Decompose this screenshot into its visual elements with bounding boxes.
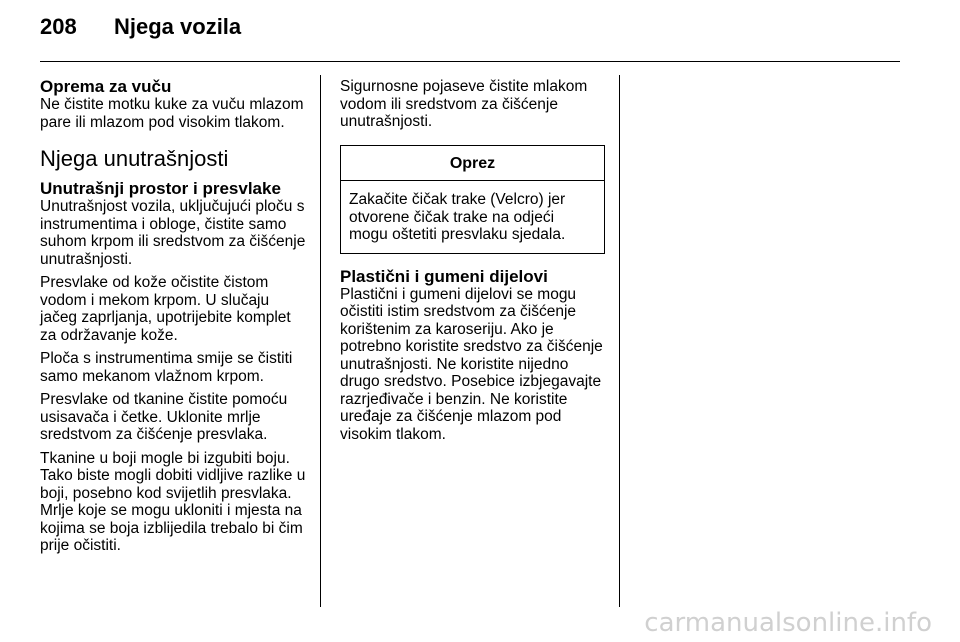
chapter-title: Njega vozila [114,14,242,39]
caution-box [340,145,605,254]
right-column [340,78,605,449]
paragraph: Unutrašnjost vozila, uključujući ploču s instrumentima i obloge, čistite samo suhom krpom ili sredstvom za čišćenje unutrašnjosti. [40,198,306,268]
paragraph: Presvlake od kože očistite čistom vodom i mekom krpom. U slučaju jačeg zaprljanja, upotrijebite komplet za održavanje kože. [40,274,291,344]
page-number: 208 [40,14,77,39]
interior-care-heading: Njega unutrašnjosti [40,146,229,171]
caution-title: Oprez [341,146,604,182]
paragraph: Ploča s instrumentima smije se čistiti samo mekanom vlažnom krpom. [40,350,293,385]
column-divider [619,75,620,607]
watermark: carmanualsonline.info [644,608,932,638]
header-rule [40,61,900,62]
plastic-heading: Plastični i gumeni dijelovi [340,266,548,286]
paragraph: Presvlake od tkanine čistite pomoću usisavača i četke. Uklonite mrlje sredstvom za čišćenje presvlaka. [40,391,288,443]
left-column [40,78,308,561]
towing-text: Ne čistite motku kuke za vuču mlazom pare ili mlazom pod visokim tlakom. [40,96,304,131]
seatbelt-text: Sigurnosne pojaseve čistite mlakom vodom ili sredstvom za čišćenje unutrašnjosti. [340,78,588,130]
column-divider [320,75,321,607]
caution-text: Zakačite čičak trake (Velcro) jer otvorene čičak trake na odjeći mogu oštetiti presvlaku sjedala. [349,191,566,243]
towing-heading: Oprema za vuču [40,77,172,96]
paragraph: Tkanine u boji mogle bi izgubiti boju. Tako biste mogli dobiti vidljive razlike u boji, posebno kod svijetlih presvlaka. Mrlje koje se mogu ukloniti i mjesta na kojima se boja izblijedila trebalo bi čim prije očistiti. [40,449,306,554]
upholstery-heading: Unutrašnji prostor i presvlake [40,179,281,198]
plastic-text: Plastični i gumeni dijelovi se mogu očistiti istim sredstvom za čišćenje korištenim za karoseriju. Ako je potrebno koristite sredstvo za čišćenje unutrašnjosti. Ne koristite nijedno drugo sredstvo. Posebice izbjegavajte razrjeđivače i benzin. Ne koristite uređaje za čišćenje mlazom pod visokim tlakom. [340,285,603,443]
